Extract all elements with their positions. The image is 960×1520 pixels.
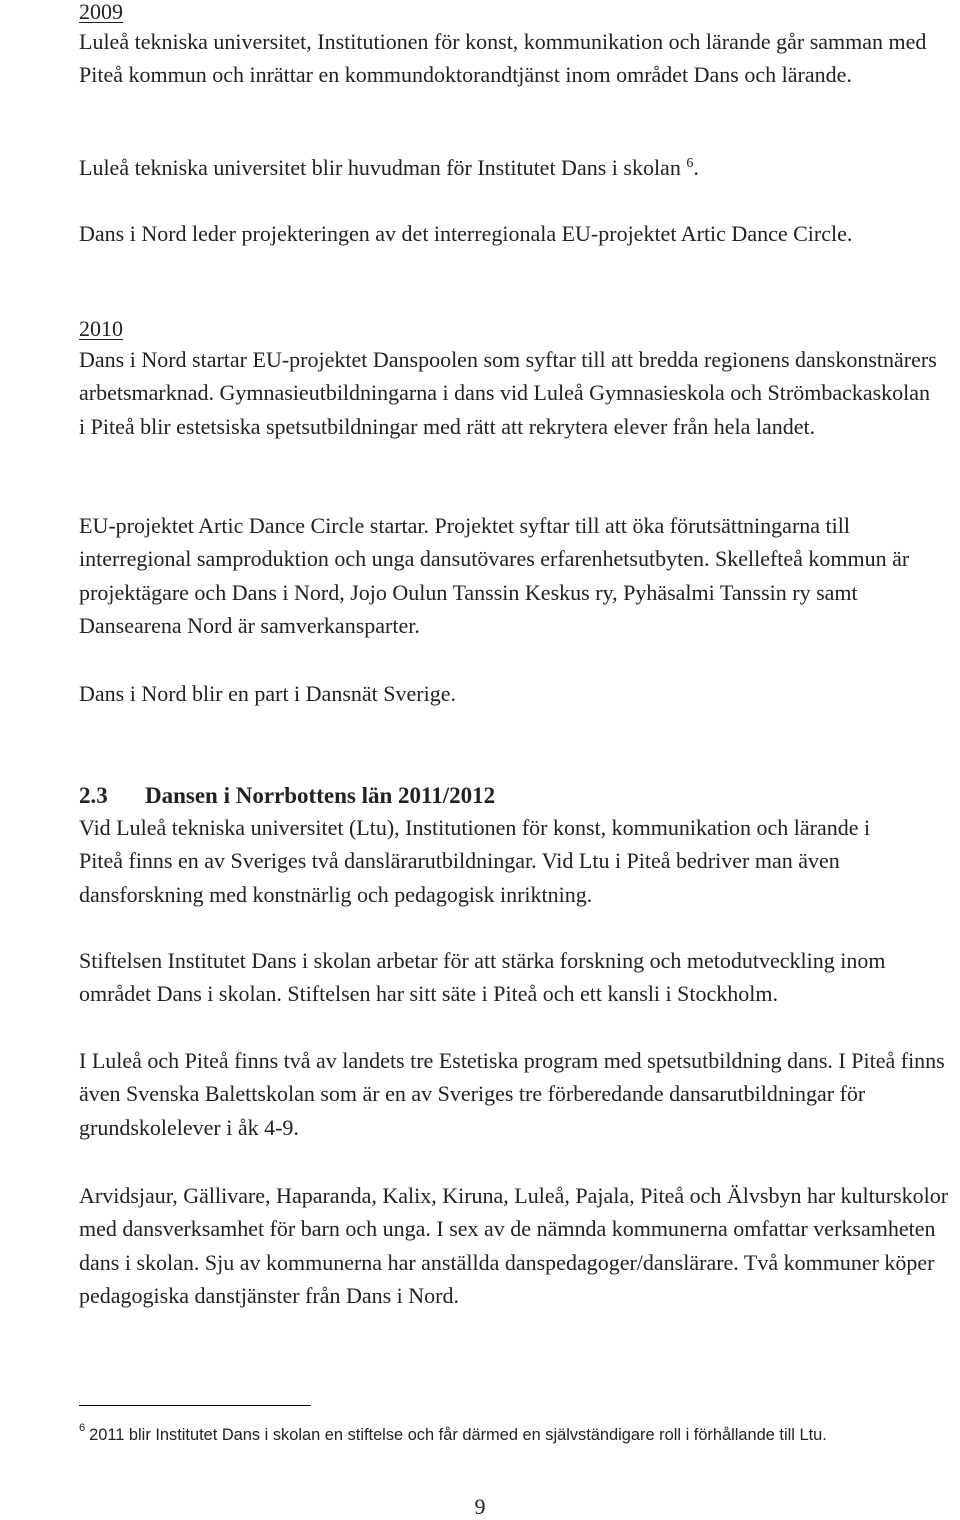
paragraph-23-2: Stiftelsen Institutet Dans i skolan arbetar för att stärka forskning och metodutveckling inom området Dans i skolan. Stiftelsen har sitt säte i Piteå och ett kansli i Stockholm. (79, 948, 886, 1007)
paragraph-2009-2 (79, 151, 959, 184)
paragraph-23-3: I Luleå och Piteå finns två av landets tre Estetiska program med spetsutbildning dans. I Piteå finns även Svenska Balettskolan som är en av Sveriges tre förberedande dansarutbildningar för grundskolelever i åk 4-9. (79, 1048, 945, 1140)
paragraph-2010-2: EU-projektet Artic Dance Circle startar. Projektet syftar till att öka förutsättningarna till interregional samproduktion och unga dansutövares erfarenhetsutbyten. Skellefteå kommun är projektägare och Dans i Nord, Jojo Oulun Tanssin Keskus ry, Pyhäsalmi Tanssin ry samt Dansearena Nord är samverkansparter. (79, 513, 910, 639)
section-title: Dansen i Norrbottens län 2011/2012 (145, 783, 496, 808)
paragraph-2010-1: Dans i Nord startar EU-projektet Danspoolen som syftar till att bredda regionens danskonstnärers arbetsmarknad. Gymnasieutbildningarna i dans vid Luleå Gymnasieskola och Strömbackaskolan i Piteå blir estetsiska spetsutbildningar med rätt att rekrytera elever från hela landet. (79, 347, 937, 439)
year-heading-2010: 2010 (79, 316, 123, 341)
footnote-text: 2011 blir Institutet Dans i skolan en stiftelse och får därmed en självständigare roll i förhållande till Ltu. (89, 1426, 827, 1444)
footnote-mark: 6 (79, 1422, 86, 1434)
paragraph-23-1: Vid Luleå tekniska universitet (Ltu), Institutionen för konst, kommunikation och lärande i Piteå finns en av Sveriges två danslärarutbildningar. Vid Ltu i Piteå bedriver man även dansforskning med konstnärlig och pedagogisk inriktning. (79, 815, 871, 907)
paragraph-2009-2-text: Luleå tekniska universitet blir huvudman för Institutet Dans i skolan (79, 155, 681, 180)
footnote-ref-6[interactable]: 6 (686, 156, 694, 171)
page-number: 9 (474, 1494, 486, 1519)
paragraph-2009-1: Luleå tekniska universitet, Institutionen för konst, kommunikation och lärande går samman med Piteå kommun och inrättar en kommundoktorandtjänst inom området Dans och lärande. (79, 29, 927, 88)
paragraph-23-4: Arvidsjaur, Gällivare, Haparanda, Kalix, Kiruna, Luleå, Pajala, Piteå och Älvsbyn har kulturskolor med dansverksamhet för barn och unga. I sex av de nämnda kommunerna omfattar verksamheten dans i skolan. Sju av kommunerna har anställda danspedagoger/danslärare. Två kommuner köper pedagogiska danstjänster från Dans i Nord. (79, 1183, 949, 1309)
footnote-6 (79, 1423, 939, 1447)
paragraph-2010-3: Dans i Nord blir en part i Dansnät Sverige. (79, 681, 456, 706)
section-number: 2.3 (79, 783, 108, 808)
section-heading-2-3 (79, 779, 495, 812)
paragraph-2009-2-end: . (693, 155, 699, 180)
footnote-separator (79, 1405, 311, 1406)
paragraph-2009-3: Dans i Nord leder projekteringen av det interregionala EU-projektet Artic Dance Circle. (79, 221, 853, 246)
year-heading-2009: 2009 (79, 0, 123, 24)
